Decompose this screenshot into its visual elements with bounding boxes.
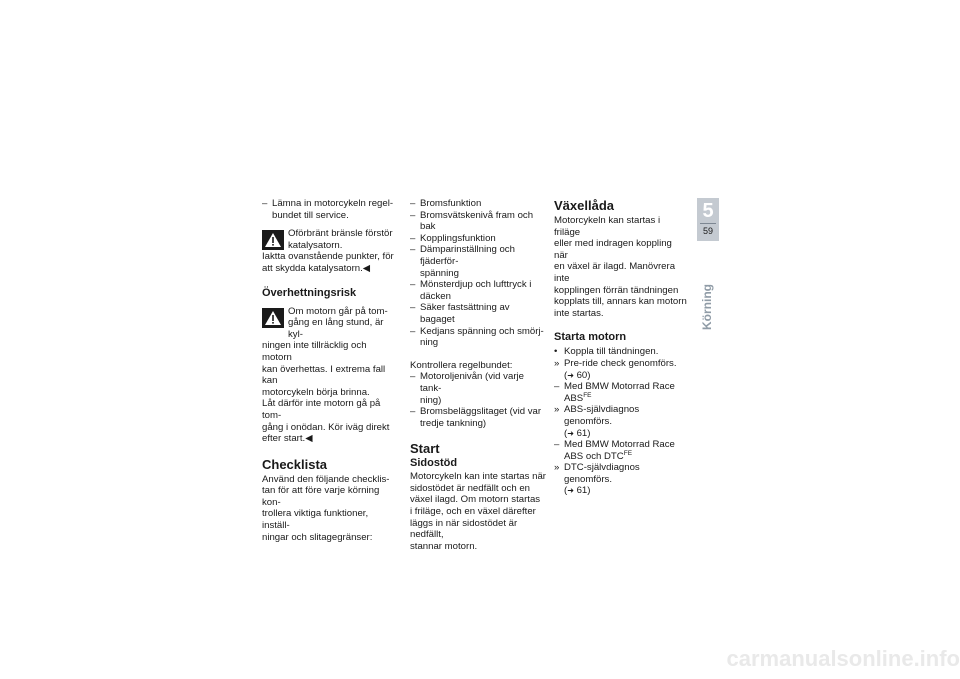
- chapter-title: Körning: [700, 284, 714, 330]
- chapter-number: 5: [702, 200, 714, 222]
- list-item: – Bromsbeläggslitaget (vid var tredje tankning): [410, 406, 542, 429]
- arrow-right-icon: ➜: [567, 370, 574, 380]
- column-1: [262, 198, 398, 543]
- paragraph-sidestand: Motorcykeln kan inte startas när sidostödet är nedfällt och en växel ilagd. Om motorn startas i friläge, och en växel därefter läggs in när sidostödet är nedfällt, stannar motorn.: [410, 471, 546, 552]
- list-item: – Säker fastsättning av bagaget: [410, 302, 510, 325]
- list-item: – Mönsterdjup och lufttryck i däcken: [410, 279, 532, 302]
- step-ignition: • Koppla till tändningen.: [554, 346, 659, 358]
- paragraph-overheat: Låt därför inte motorn gå på tom- gång i onödan. Kör iväg direkt efter start.◀: [262, 398, 390, 445]
- page-ref[interactable]: (➜ 61): [564, 427, 591, 439]
- result-abs-diag: » ABS-självdiagnos genomförs.: [554, 404, 640, 427]
- list-item: – Motoroljenivån (vid varje tank- ning): [410, 371, 524, 406]
- warning-triangle-icon: [262, 308, 284, 328]
- heading-start-engine: Starta motorn: [554, 331, 627, 344]
- warning-catalyst: Oförbränt bränsle förstör katalysatorn. Iaktta ovanstående punkter, för att skydda katalysatorn.◀: [262, 228, 394, 274]
- list-item: – Kopplingsfunktion: [410, 232, 496, 244]
- watermark: carmanualsonline.info: [726, 646, 960, 671]
- list-item: – Bromsvätskenivå fram och bak: [410, 209, 534, 233]
- paragraph-checklist: Använd den följande checklis- tan för att före varje körning kon- trollera viktiga funktioner, inställ- ningar och slitagegränser:: [262, 473, 390, 543]
- end-triangle-icon: ◀: [305, 433, 313, 445]
- end-triangle-icon: ◀: [362, 262, 371, 274]
- option-race-abs-dtc: – Med BMW Motorrad Race ABS och $DTC^{FE}$: [554, 439, 675, 462]
- paragraph-gearbox: Motorcykeln kan startas i friläge eller med indragen koppling när en växel är ilagd. Manövrera inte kopplingen förrän tändningen kopplats till, annars kan motorn inte startas.: [554, 215, 687, 319]
- chapter-divider: [700, 223, 716, 224]
- page-number: 59: [702, 226, 713, 236]
- list-item: – Dämparinställning och fjäderför- spänning: [410, 244, 515, 279]
- page-ref[interactable]: (➜ 60): [564, 369, 591, 381]
- heading-sidestand: Sidostöd: [410, 457, 458, 470]
- heading-checklist: Checklista: [262, 456, 328, 472]
- warning-overheat: Om motorn går på tom- gång en lång stund, är kyl- ningen inte tillräcklig och motorn kan överhettas. I extrema fall kan motorcykeln börja brinna.: [262, 305, 388, 398]
- list-item: – Bromsfunktion: [410, 198, 482, 209]
- page-ref[interactable]: (➜ 61): [564, 485, 591, 497]
- heading-overheat: Överhettningsrisk: [262, 286, 357, 299]
- arrow-right-icon: ➜: [567, 428, 574, 438]
- arrow-right-icon: ➜: [567, 486, 574, 496]
- result-preride: » Pre-ride check genomförs.: [554, 357, 677, 369]
- result-dtc-diag: » DTC-självdiagnos genomförs.: [554, 462, 640, 485]
- heading-start: Start: [410, 441, 440, 457]
- column-3: [554, 198, 688, 497]
- column-2: [410, 198, 546, 552]
- heading-gearbox: Växellåda: [554, 198, 614, 213]
- paragraph-regular: Kontrollera regelbundet:: [410, 359, 513, 371]
- option-race-abs: – Med BMW Motorrad Race $ABS^{FE}$: [554, 381, 675, 404]
- chapter-tab: [697, 198, 719, 241]
- list-item-service: – Lämna in motorcykeln regel- bundet till service.: [262, 198, 394, 221]
- list-item: – Kedjans spänning och smörj- ning: [410, 325, 544, 349]
- warning-triangle-icon: [262, 230, 284, 250]
